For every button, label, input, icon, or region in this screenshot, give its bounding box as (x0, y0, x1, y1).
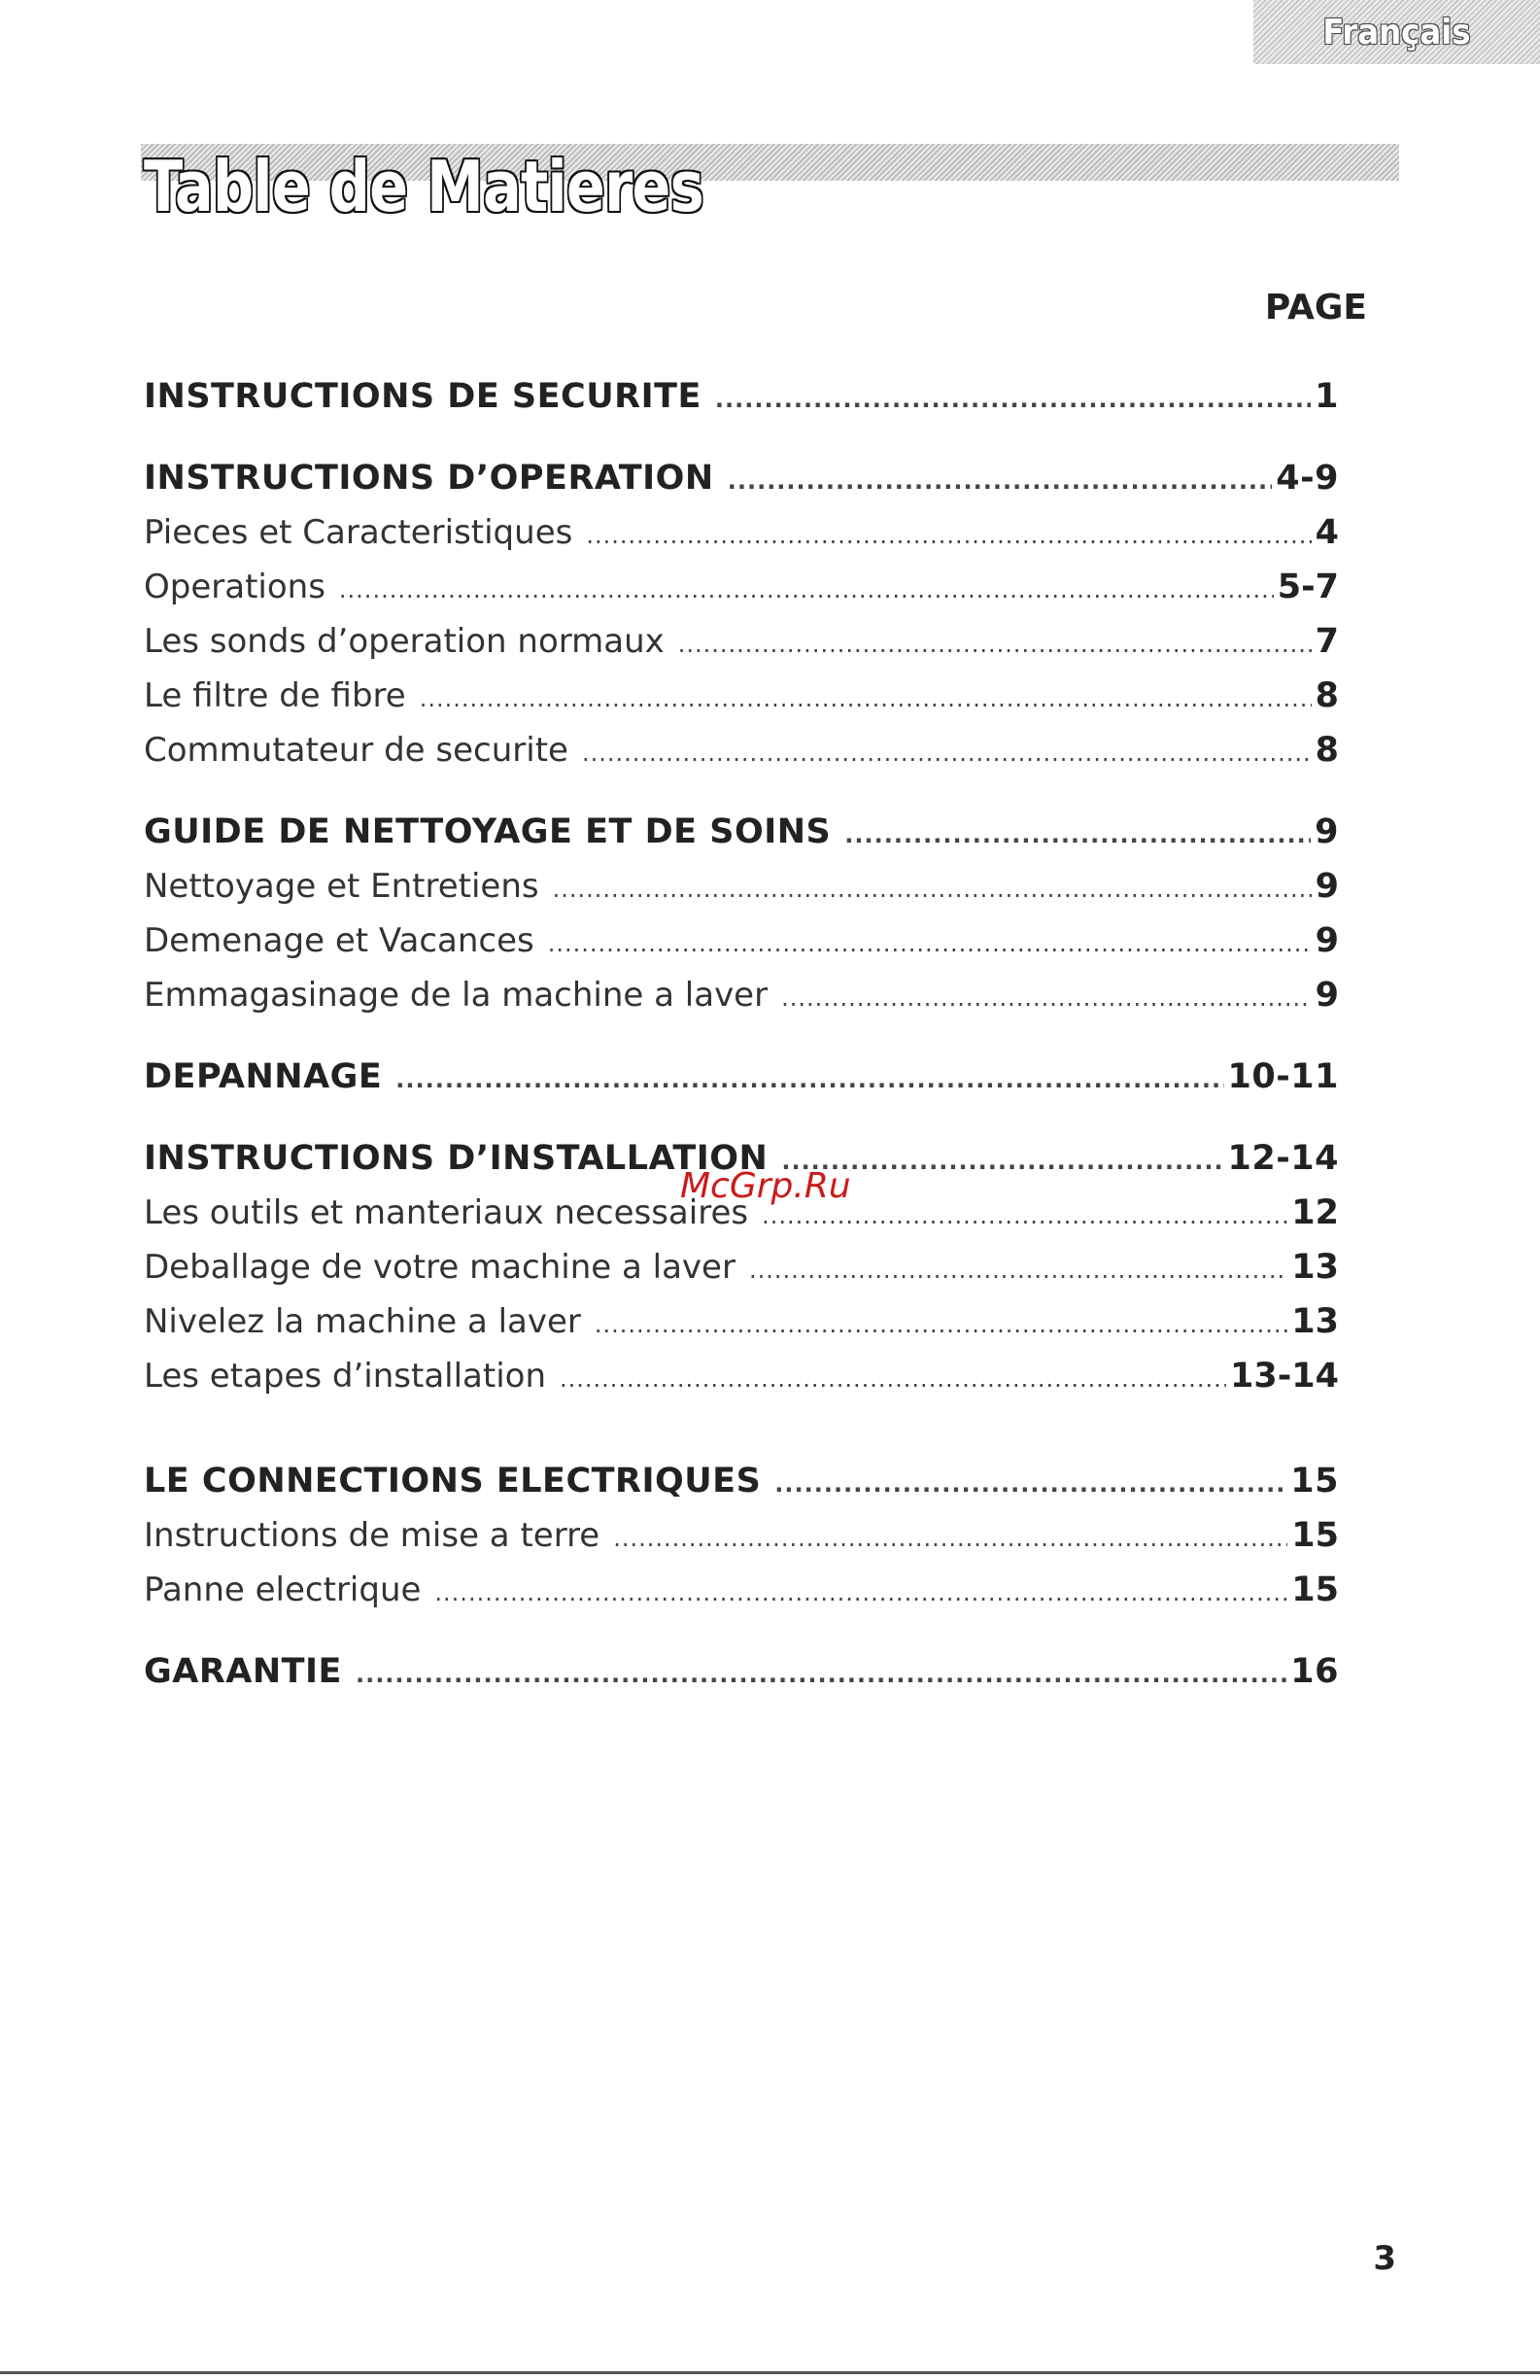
toc-entry-label: Nivelez la machine a laver (144, 1302, 581, 1341)
watermark: McGrp.Ru (680, 1166, 851, 1206)
table-of-contents (144, 369, 1339, 1699)
toc-entry-page: 15 (1291, 1570, 1339, 1609)
toc-entry-label: Pieces et Caracteristiques (144, 513, 573, 552)
dot-leader (715, 372, 1311, 427)
toc-entry-label: Les sonds d’operation normaux (144, 622, 665, 661)
toc-entry-page: 12 (1291, 1193, 1339, 1232)
dot-leader (844, 808, 1311, 862)
toc-entry-label: Emmagasinage de la machine a laver (144, 976, 769, 1015)
toc-entry-page: 1 (1315, 377, 1339, 416)
toc-entry-label: GARANTIE (144, 1652, 342, 1691)
toc-entry-page: 9 (1315, 976, 1339, 1015)
toc-entry-label: Le filtre de fibre (144, 676, 406, 715)
toc-subentry (144, 614, 1339, 669)
toc-entry-page: 8 (1315, 731, 1339, 770)
bottom-rule (0, 2371, 1540, 2374)
dot-leader (586, 508, 1311, 563)
dot-leader (560, 1352, 1226, 1406)
toc-entry-label: INSTRUCTIONS D’OPERATION (144, 459, 714, 498)
toc-entry-label: DEPANNAGE (144, 1057, 383, 1096)
page-title: Table de Matieres (144, 146, 703, 227)
toc-entry-page: 15 (1291, 1516, 1339, 1555)
toc-entry-page: 4 (1315, 513, 1339, 552)
language-tab-label: Français (1322, 12, 1471, 52)
toc-subentry (144, 505, 1339, 560)
toc-entry-cleaning-guide (144, 805, 1339, 859)
toc-subentry (144, 1240, 1339, 1294)
toc-entry-page: 13-14 (1230, 1357, 1339, 1396)
dot-leader (339, 563, 1274, 617)
dot-leader (678, 617, 1312, 672)
toc-entry-label: Panne electrique (144, 1570, 422, 1609)
toc-subentry (144, 914, 1339, 968)
toc-entry-page: 8 (1315, 676, 1339, 715)
dot-leader (434, 1566, 1287, 1620)
toc-entry-page: 16 (1290, 1652, 1339, 1691)
toc-subentry (144, 859, 1339, 914)
toc-entry-warranty (144, 1644, 1339, 1699)
dot-leader (781, 971, 1312, 1025)
toc-entry-troubleshooting (144, 1050, 1339, 1104)
dot-leader (553, 862, 1312, 916)
toc-subentry (144, 1508, 1339, 1563)
toc-entry-label: LE CONNECTIONS ELECTRIQUES (144, 1462, 762, 1500)
toc-entry-page: 5-7 (1277, 568, 1339, 606)
toc-entry-label: INSTRUCTIONS DE SECURITE (144, 377, 702, 416)
dot-leader (749, 1243, 1287, 1297)
toc-entry-electrical-connections (144, 1454, 1339, 1508)
toc-entry-page: 12-14 (1227, 1139, 1339, 1178)
toc-subentry (144, 1294, 1339, 1349)
language-tab (1253, 0, 1540, 64)
page-column-label: PAGE (1264, 288, 1367, 328)
dot-leader (595, 1297, 1287, 1352)
toc-entry-page: 10-11 (1227, 1057, 1339, 1096)
toc-entry-label: Nettoyage et Entretiens (144, 867, 539, 906)
toc-entry-label: Instructions de mise a terre (144, 1516, 600, 1555)
dot-leader (613, 1511, 1287, 1566)
toc-subentry (144, 1349, 1339, 1403)
toc-entry-page: 13 (1291, 1248, 1339, 1287)
toc-entry-page: 9 (1315, 921, 1339, 960)
dot-leader (395, 1052, 1223, 1107)
dot-leader (582, 726, 1312, 780)
toc-subentry (144, 560, 1339, 614)
toc-entry-page: 15 (1290, 1462, 1339, 1500)
toc-entry-page: 7 (1315, 622, 1339, 661)
toc-entry-label: Commutateur de securite (144, 731, 568, 770)
dot-leader (420, 672, 1312, 726)
toc-entry-label: Deballage de votre machine a laver (144, 1248, 736, 1287)
toc-entry-label: INSTRUCTIONS D’INSTALLATION (144, 1139, 769, 1178)
toc-subentry (144, 723, 1339, 777)
toc-subentry (144, 968, 1339, 1022)
toc-entry-label: Operations (144, 568, 325, 606)
toc-entry-page: 9 (1315, 867, 1339, 906)
toc-subentry (144, 1563, 1339, 1617)
toc-entry-label: GUIDE DE NETTOYAGE ET DE SOINS (144, 812, 832, 851)
dot-leader (728, 454, 1273, 508)
dot-leader (356, 1647, 1286, 1702)
dot-leader (774, 1457, 1286, 1511)
toc-subentry (144, 669, 1339, 723)
toc-entry-page: 9 (1315, 812, 1339, 851)
page-number: 3 (1373, 2239, 1396, 2278)
toc-entry-operating-instructions (144, 451, 1339, 505)
toc-entry-page: 4-9 (1276, 459, 1339, 498)
toc-entry-safety-instructions (144, 369, 1339, 424)
toc-entry-page: 13 (1291, 1302, 1339, 1341)
toc-entry-label: Demenage et Vacances (144, 921, 534, 960)
toc-entry-label: Les outils et manteriaux necessaires (144, 1193, 749, 1232)
dot-leader (548, 916, 1312, 971)
toc-entry-label: Les etapes d’installation (144, 1357, 547, 1396)
